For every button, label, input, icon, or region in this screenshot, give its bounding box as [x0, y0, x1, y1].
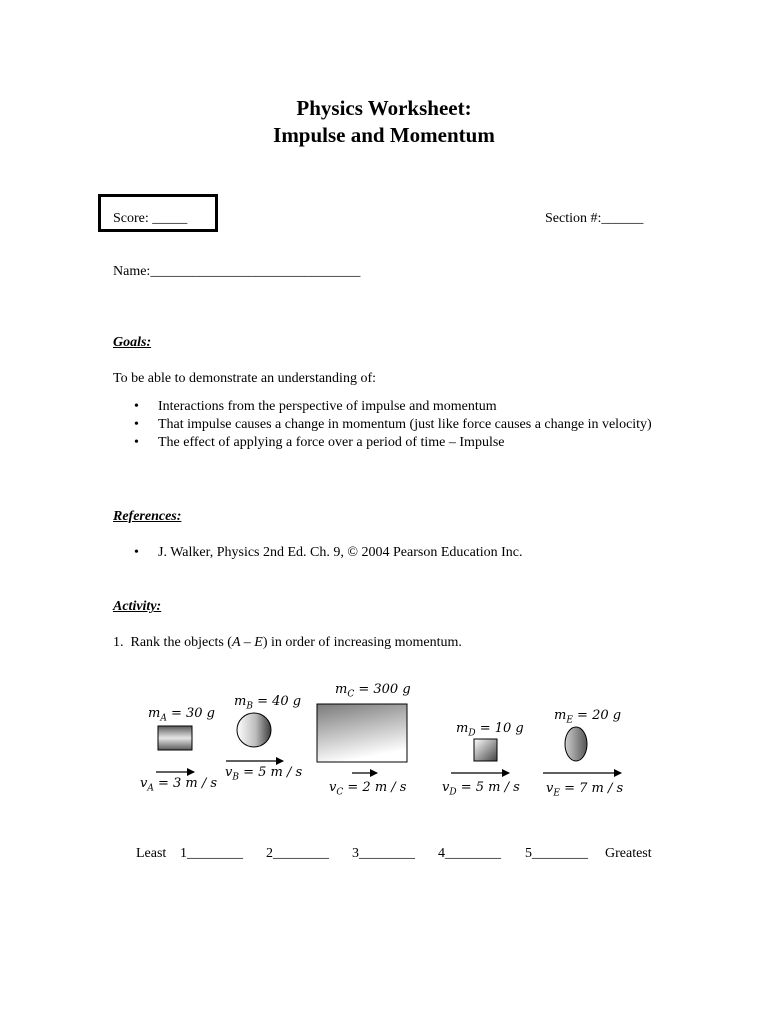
goals-item: • That impulse causes a change in momentum (just like force causes a change in velocity) — [134, 416, 654, 434]
page-title-line-2: Impulse and Momentum — [273, 123, 495, 147]
ranking-least-label: Least — [136, 846, 167, 861]
mass-value: = 300 g — [358, 682, 411, 697]
object-c-shape — [317, 704, 407, 762]
goals-item: • The effect of applying a force over a period of time – Impulse — [134, 434, 654, 452]
object-b-shape — [237, 713, 271, 747]
object-a-mass-label — [148, 706, 215, 724]
ranking-slot-3[interactable]: 3________ — [352, 846, 415, 861]
object-c-mass-label — [335, 682, 411, 700]
object-b-velocity-label — [225, 765, 302, 783]
mass-subscript: D — [468, 728, 476, 739]
mass-subscript: B — [246, 701, 253, 712]
velocity-value: = 2 m / s — [347, 780, 407, 795]
velocity-symbol: v — [329, 780, 337, 795]
ranking-greatest-label: Greatest — [605, 846, 652, 861]
velocity-symbol: v — [140, 776, 148, 791]
object-a-shape — [158, 726, 192, 750]
page-title-line-1: Physics Worksheet: — [296, 96, 472, 120]
goals-item: • Interactions from the perspective of impulse and momentum — [134, 398, 654, 416]
object-b-mass-label — [234, 694, 301, 712]
question-range: A – E — [231, 635, 263, 650]
velocity-symbol: v — [225, 765, 233, 780]
name-field[interactable]: Name:______________________________ — [113, 264, 361, 279]
velocity-symbol: v — [442, 780, 450, 795]
object-d-mass-label — [456, 721, 524, 739]
goals-heading: Goals: — [113, 335, 152, 350]
velocity-value: = 3 m / s — [158, 776, 218, 791]
ranking-slot-5[interactable]: 5________ — [525, 846, 588, 861]
object-e-shape — [565, 727, 587, 761]
object-c-velocity-label — [329, 780, 406, 798]
velocity-subscript: A — [147, 783, 154, 794]
object-e-velocity-label — [546, 781, 623, 799]
mass-symbol: m — [234, 694, 247, 709]
references-heading: References: — [113, 509, 182, 524]
object-a-velocity-label — [140, 776, 217, 794]
activity-heading: Activity: — [113, 599, 162, 614]
velocity-value: = 5 m / s — [243, 765, 303, 780]
velocity-value: = 5 m / s — [460, 780, 520, 795]
mass-symbol: m — [335, 682, 348, 697]
mass-subscript: C — [347, 689, 355, 700]
goals-intro: To be able to demonstrate an understanding of: — [113, 371, 376, 386]
mass-symbol: m — [554, 708, 567, 723]
reference-item: • J. Walker, Physics 2nd Ed. Ch. 9, © 2004 Pearson Education Inc. — [134, 544, 654, 562]
velocity-value: = 7 m / s — [564, 781, 624, 796]
question-text-after: ) in order of increasing momentum. — [262, 635, 462, 650]
question-number: 1. — [113, 635, 124, 650]
mass-symbol: m — [148, 706, 161, 721]
object-e-mass-label — [554, 708, 621, 726]
ranking-slot-1[interactable]: 1________ — [180, 846, 243, 861]
section-field[interactable]: Section #:______ — [545, 211, 644, 226]
mass-value: = 20 g — [577, 708, 622, 723]
mass-value: = 40 g — [257, 694, 302, 709]
velocity-subscript: C — [336, 787, 344, 798]
mass-subscript: A — [160, 713, 167, 724]
velocity-subscript: E — [553, 788, 560, 799]
ranking-slot-2[interactable]: 2________ — [266, 846, 329, 861]
mass-subscript: E — [566, 715, 573, 726]
mass-value: = 30 g — [170, 706, 215, 721]
velocity-symbol: v — [546, 781, 554, 796]
score-field[interactable]: Score: _____ — [113, 211, 188, 226]
velocity-subscript: D — [449, 787, 457, 798]
object-d-velocity-label — [442, 780, 520, 798]
mass-symbol: m — [456, 721, 469, 736]
mass-value: = 10 g — [479, 721, 524, 736]
question-text-before: Rank the objects ( — [130, 635, 232, 650]
velocity-subscript: B — [232, 772, 239, 783]
ranking-slot-4[interactable]: 4________ — [438, 846, 501, 861]
object-d-shape — [474, 739, 497, 761]
